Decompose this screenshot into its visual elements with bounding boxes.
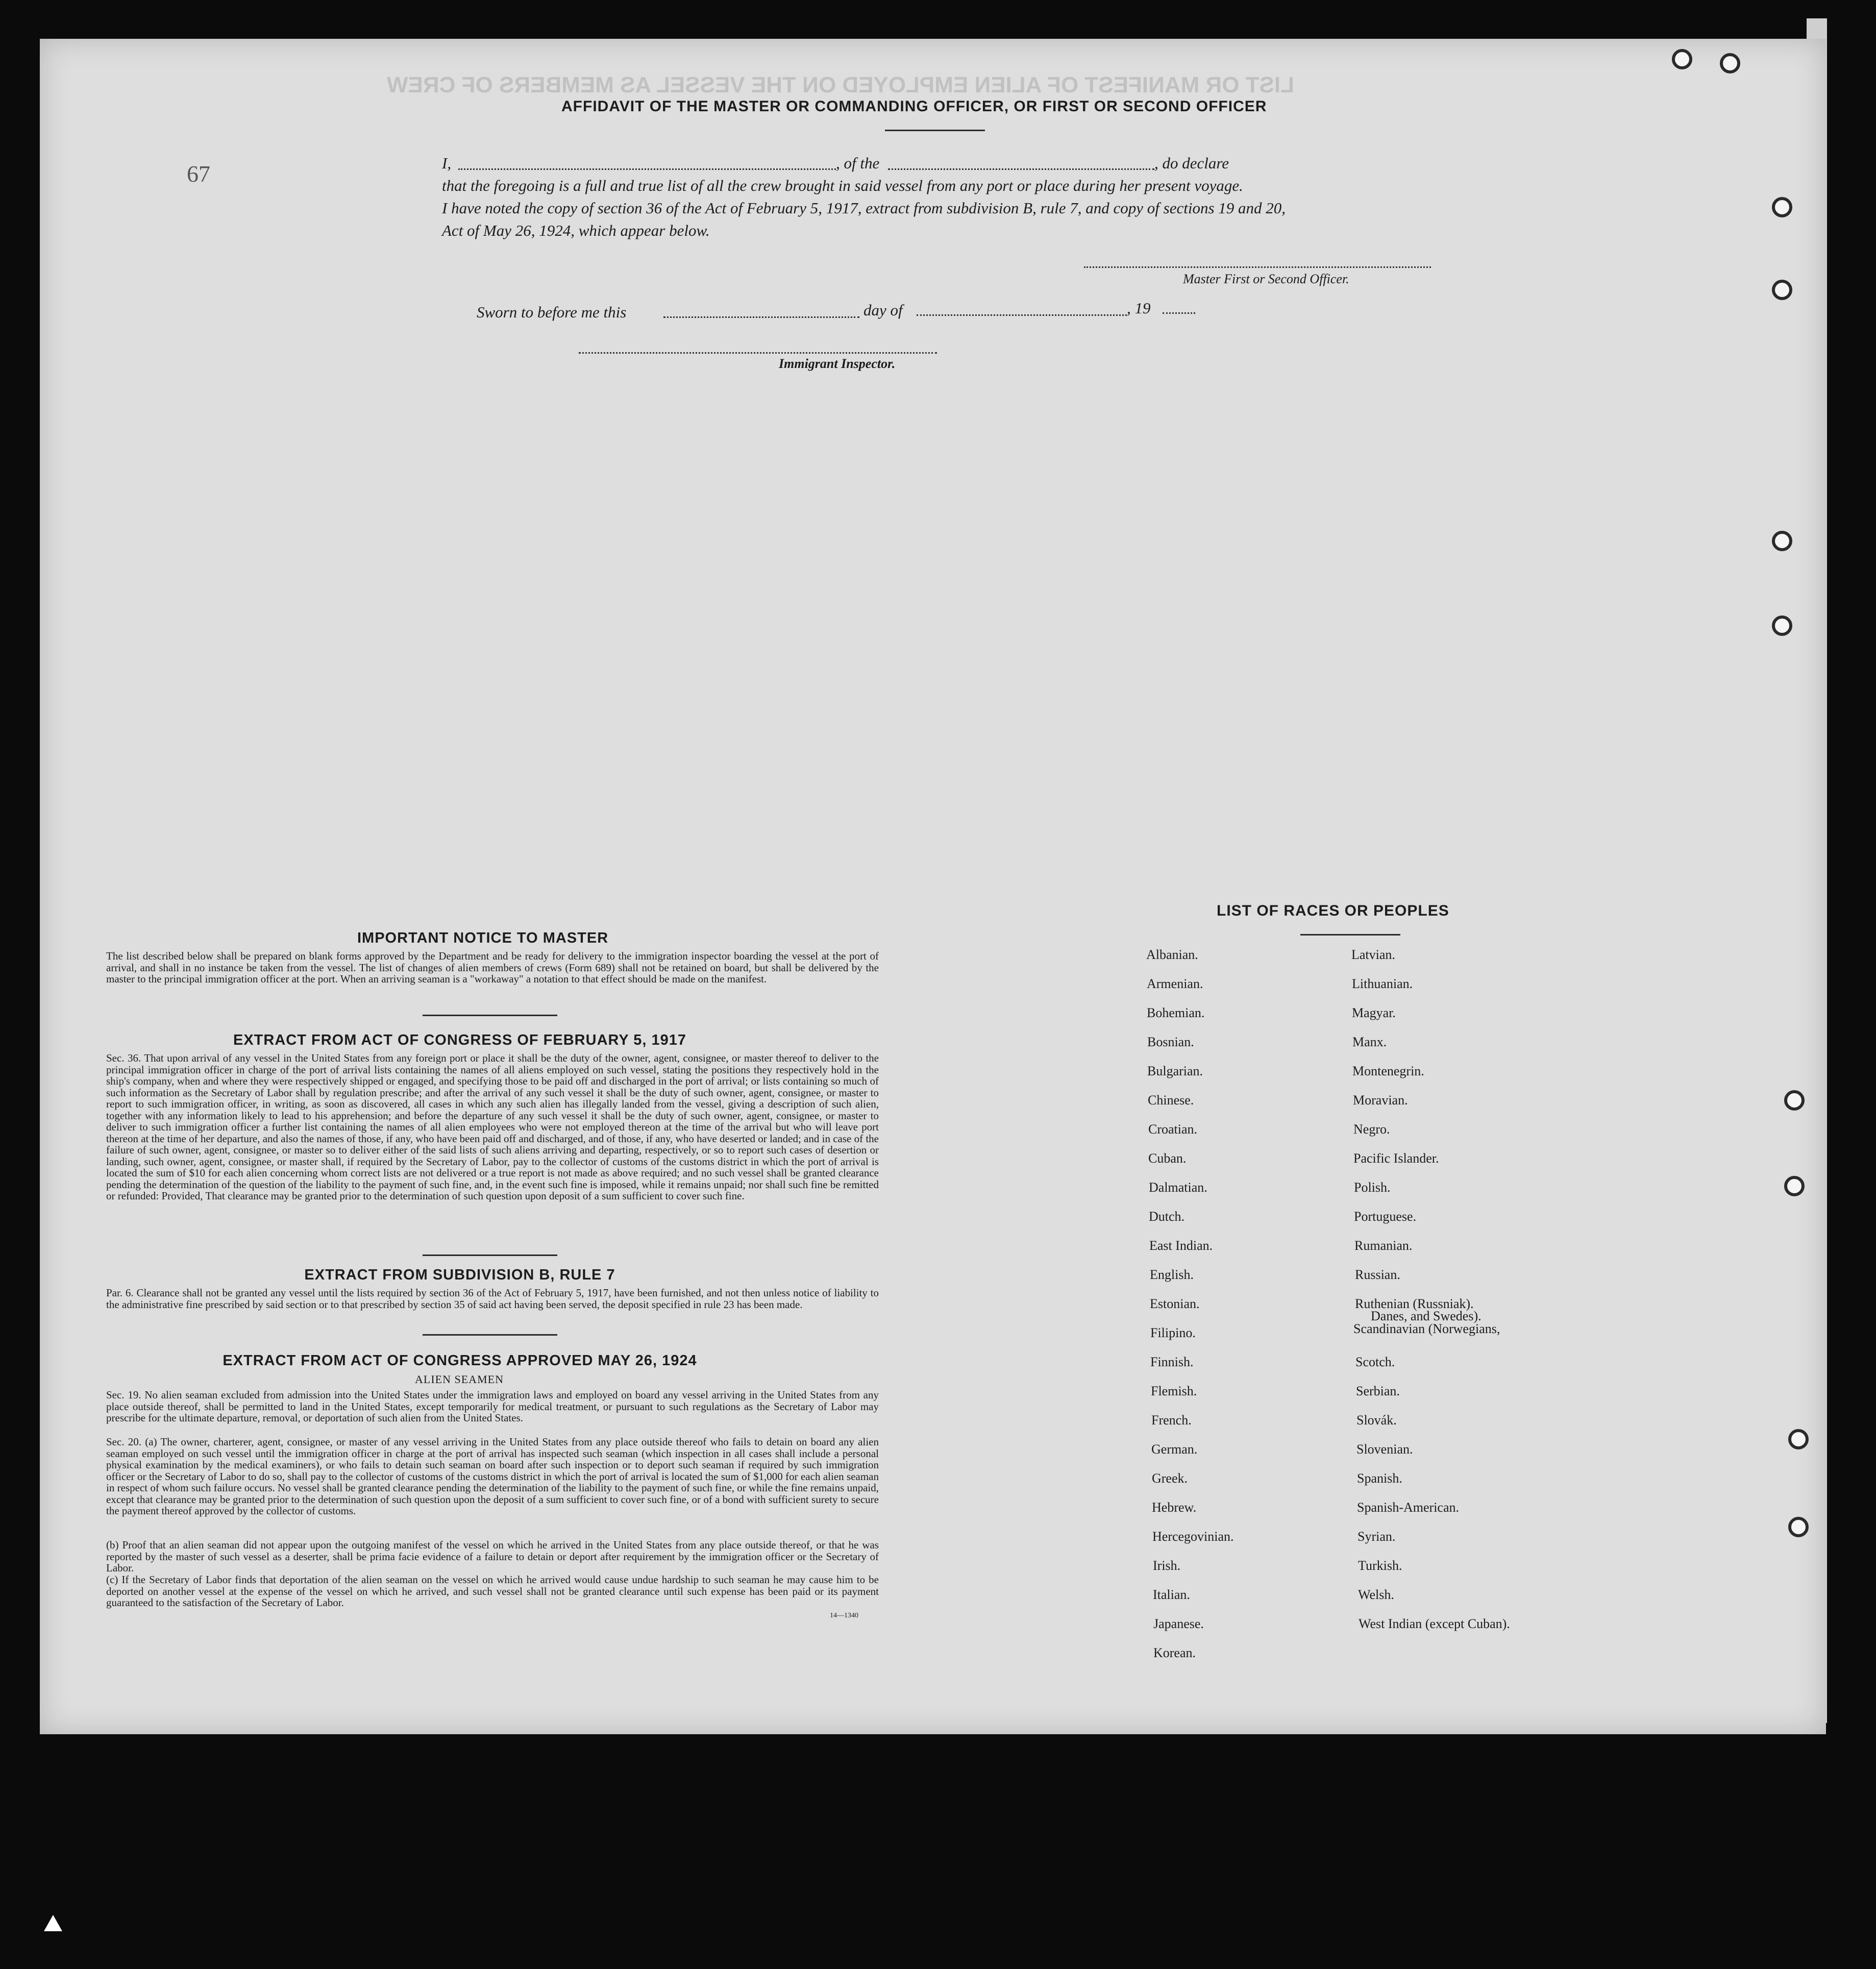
race-item: Cuban. <box>1148 1151 1187 1166</box>
affidavit-title: AFFIDAVIT OF THE MASTER OR COMMANDING OFFICER, OR FIRST OR SECOND OFFICER <box>561 98 1267 115</box>
day-of-label: day of <box>863 301 903 319</box>
race-item: Manx. <box>1352 1035 1387 1049</box>
sec20c-body: (c) If the Secretary of Labor finds that deportation of the alien seaman on the vessel on which he arrived would cause undue hardship to such seaman he may cause him to be deported on another vessel at the expense of the vessel on which he arrived, and such vessel shall not be granted clearance until such expense has been paid or its payment guaranteed to the satisfaction of the Secretary of Labor. <box>106 1573 879 1609</box>
sworn-label: Sworn to before me this <box>477 303 627 321</box>
punch-hole <box>1720 53 1740 73</box>
master-signature-caption: Master First or Second Officer. <box>1183 272 1349 286</box>
subdivision-rule <box>423 1334 557 1336</box>
race-item: Scandinavian (Norwegians, <box>1353 1321 1500 1336</box>
extract-1924-title: EXTRACT FROM ACT OF CONGRESS APPROVED MAY 26, 1924 <box>223 1352 697 1369</box>
race-item: Bulgarian. <box>1147 1064 1203 1078</box>
race-item: Slovák. <box>1356 1413 1397 1427</box>
form-page <box>40 39 1826 1734</box>
notice-title: IMPORTANT NOTICE TO MASTER <box>357 930 609 946</box>
race-item: German. <box>1151 1442 1198 1457</box>
race-item: Rumanian. <box>1354 1238 1413 1253</box>
title-rule <box>885 130 985 131</box>
race-item: Ruthenian (Russniak). <box>1355 1296 1474 1311</box>
race-item: Hercegovinian. <box>1152 1529 1234 1544</box>
film-marker-icon <box>44 1915 62 1931</box>
race-item: Armenian. <box>1147 976 1203 991</box>
notice-body: The list described below shall be prepared on blank forms approved by the Department and be ready for delivery to the immigration inspector boarding the vessel at the port of arrival, and shall in no instance be taken from the vessel. The list of changes of alien members of crews (Form 689) shall not be retained on board, but shall be delivered by the master to the principal immigration officer at the port. When an arriving seaman is a "workaway" a notation to that effect should be made on the manifest. <box>106 950 879 985</box>
race-item: Pacific Islander. <box>1353 1151 1439 1166</box>
race-item: Turkish. <box>1358 1558 1402 1573</box>
form-number: 14—1340 <box>830 1612 858 1619</box>
race-item: Japanese. <box>1153 1616 1204 1631</box>
inspector-signature-blank <box>579 352 937 354</box>
race-item: Dalmatian. <box>1149 1180 1207 1195</box>
sec20b-body: (b) Proof that an alien seaman did not appear upon the outgoing manifest of the vessel on which he arrived in the United States from any place outside thereof, or that he was reported by the master of such vessel as a deserter, shall be prima facie evidence of a failure to detain or deport after requirement by the immigration officer or the Secretary of Labor. <box>106 1539 879 1574</box>
affidavit-i-label: I, <box>442 154 452 172</box>
notice-rule <box>423 1015 557 1016</box>
punch-hole <box>1772 197 1792 217</box>
subdivision-body: Par. 6. Clearance shall not be granted any vessel until the lists required by section 36 of the Act of February 5, 1917, have been furnished, and not then unless notice of liability to the administrative fine prescribed by said section or to that prescribed by section 35 of said act having been served, the deposit specified in rule 23 has been made. <box>106 1287 879 1311</box>
race-item: Welsh. <box>1358 1587 1394 1602</box>
affidavit-of-the-label: , of the <box>836 154 880 172</box>
race-item: Italian. <box>1153 1587 1190 1602</box>
race-item: Finnish. <box>1150 1355 1194 1369</box>
punch-hole <box>1672 49 1692 69</box>
sec19-body: Sec. 19. No alien seaman excluded from admission into the United States under the immigration laws and employed on board any vessel arriving in the United States from any place outside thereof, shall be permitted to land in the United States, except temporarily for medical treatment, or pursuant to such regulations as the Secretary of Labor may prescribe for the ultimate departure, removal, or deportation of such alien from the United States. <box>106 1389 879 1424</box>
punch-hole <box>1788 1429 1809 1449</box>
race-item: Magyar. <box>1352 1005 1396 1020</box>
vessel-blank <box>888 168 1154 170</box>
race-item: West Indian (except Cuban). <box>1359 1616 1510 1631</box>
race-item: Croatian. <box>1148 1122 1198 1137</box>
race-item: Dutch. <box>1149 1209 1185 1224</box>
margin-note: 67 <box>187 161 210 187</box>
race-item: East Indian. <box>1149 1238 1213 1253</box>
sworn-month-blank <box>917 314 1127 316</box>
punch-hole <box>1772 531 1792 551</box>
affidavit-line-2: that the foregoing is a full and true list of all the crew brought in said vessel from any port or place during her present voyage. <box>442 177 1243 194</box>
sec20a-body: Sec. 20. (a) The owner, charterer, agent, consignee, or master of any vessel arriving in the United States from any place outside thereof who fails to detain on board any alien seaman employed on such vessel until the immigration officer in charge at the port of arrival has inspected such seaman (which inspection in all cases shall include a personal physical examination by the medical examiners), or who fails to detain such seaman on board after such inspection or to deport such seaman if required by such immigration officer or the Secretary of Labor to do so, shall pay to the collector of customs of the customs district in which the port of arrival is located the sum of $1,000 for each alien seaman in respect of whom such failure occurs. No vessel shall be granted clearance pending the determination of the liability to the payment of such fine, or while the fine remains unpaid, except that clearance may be granted prior to the determination of such question upon the deposit of a sum sufficient to cover such fine, or of a bond with sufficient surety to secure the payment thereof approved by the collector of customs. <box>106 1436 879 1517</box>
subdivision-title: EXTRACT FROM SUBDIVISION B, RULE 7 <box>304 1267 615 1283</box>
race-item: Bohemian. <box>1147 1005 1205 1020</box>
race-item: Irish. <box>1153 1558 1181 1573</box>
alien-seamen-subtitle: ALIEN SEAMEN <box>415 1373 504 1386</box>
race-item: Filipino. <box>1150 1325 1196 1340</box>
race-item: Korean. <box>1153 1645 1196 1660</box>
name-blank <box>458 168 836 170</box>
race-item: Estonian. <box>1150 1296 1200 1311</box>
race-item: Flemish. <box>1151 1384 1197 1398</box>
race-item: Spanish. <box>1357 1471 1402 1486</box>
race-item: Greek. <box>1152 1471 1188 1486</box>
punch-hole <box>1784 1176 1805 1196</box>
affidavit-line-3: I have noted the copy of section 36 of the Act of February 5, 1917, extract from subdivision B, rule 7, and copy of sections 19 and 20, <box>442 199 1286 217</box>
race-item: English. <box>1150 1267 1194 1282</box>
race-item: Lithuanian. <box>1352 976 1413 991</box>
race-item: Montenegrin. <box>1352 1064 1424 1078</box>
inspector-caption: Immigrant Inspector. <box>779 356 896 371</box>
race-item: Scotch. <box>1355 1355 1395 1369</box>
race-item: Moravian. <box>1353 1093 1408 1107</box>
races-rule <box>1300 934 1400 936</box>
race-item: Bosnian. <box>1147 1035 1194 1049</box>
race-item: Portuguese. <box>1354 1209 1417 1224</box>
extract-1917-body: Sec. 36. That upon arrival of any vessel in the United States from any foreign port or place it shall be the duty of the owner, agent, consignee, or master thereof to deliver to the principal immigration officer in charge of the port of arrival lists containing the names of all aliens employed on such vessel, stating the positions they respectively hold in the ship's company, when and where they were respectively shipped or engaged, and specifying those to be paid off and discharged in the port of arrival; or lists containing so much of such information as the Secretary of Labor shall by regulation prescribe; and after the arrival of any such vessel it shall be the duty of such owner, agent, consignee, or master to report to such immigration officer, in writing, as soon as discovered, all cases in which any such alien has illegally landed from the vessel, giving a description of such alien, together with any information likely to lead to his apprehension; and before the departure of any such vessel it shall be the duty of such owner, agent, consignee, or master to deliver to such immigration officer a further list containing the names of all alien employees who were not employed thereon at the time of the arrival but who will leave port thereon at the time of her departure, and also the names of those, if any, who have been paid off and discharged, and of those, if any, who have deserted or landed; and in case of the failure of such owner, agent, consignee, or master so to deliver either of the said lists of such aliens arriving and departing, respectively, or so to report such cases of desertion or landing, such owner, agent, consignee, or master shall, if required by the Secretary of Labor, pay to the collector of customs of the customs district in which the port of arrival is located the sum of $10 for each alien concerning whom correct lists are not delivered or a true report is not made as above required; and no such vessel shall be granted clearance pending the determination of the question of the liability to the payment of such fine, and, in the event such fine is imposed, while it remains unpaid; nor shall such fine be remitted or refunded: Provided, That clearance may be granted prior to the determination of such question upon deposit of a sum sufficient to cover such fine. <box>106 1052 879 1202</box>
race-item: Serbian. <box>1356 1384 1400 1398</box>
race-item: Negro. <box>1353 1122 1390 1137</box>
race-item: Polish. <box>1354 1180 1391 1195</box>
race-item: Russian. <box>1355 1267 1400 1282</box>
race-item: Chinese. <box>1148 1093 1194 1107</box>
race-item: Danes, and Swedes). <box>1371 1309 1482 1323</box>
master-signature-blank <box>1084 266 1431 268</box>
race-item: Hebrew. <box>1152 1500 1197 1515</box>
race-item: Albanian. <box>1146 947 1198 962</box>
races-title: LIST OF RACES OR PEOPLES <box>1217 902 1449 919</box>
punch-hole <box>1784 1090 1805 1111</box>
year-label: , 19 <box>1127 299 1151 317</box>
race-item: French. <box>1151 1413 1192 1427</box>
sworn-day-blank <box>663 316 859 318</box>
bleed-through-text: LIST OR MANIFEST OF ALIEN EMPLOYED ON THE VESSEL AS MEMBERS OF CREW <box>387 72 1295 97</box>
extract-1917-title: EXTRACT FROM ACT OF CONGRESS OF FEBRUARY 5, 1917 <box>233 1032 687 1048</box>
race-item: Slovenian. <box>1356 1442 1413 1457</box>
race-item: Syrian. <box>1357 1529 1396 1544</box>
punch-hole <box>1772 280 1792 300</box>
punch-hole <box>1788 1517 1809 1537</box>
affidavit-do-declare-label: , do declare <box>1154 154 1229 172</box>
race-item: Latvian. <box>1351 947 1395 962</box>
race-item: Spanish-American. <box>1357 1500 1460 1515</box>
extract-1917-rule <box>423 1254 557 1256</box>
affidavit-line-4: Act of May 26, 1924, which appear below. <box>442 221 710 239</box>
sworn-year-blank <box>1163 312 1195 314</box>
punch-hole <box>1772 616 1792 636</box>
